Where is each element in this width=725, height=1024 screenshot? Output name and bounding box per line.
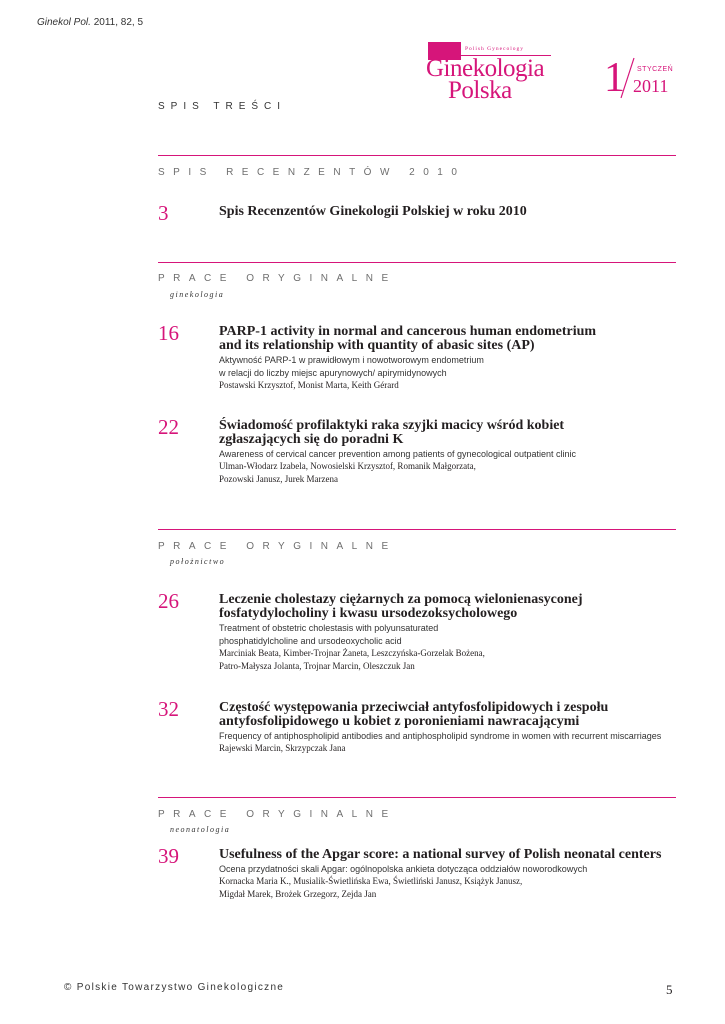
toc-entry-page-26[interactable] [158,589,678,673]
toc-entry-page-16[interactable] [158,321,678,392]
entry-alt-title-line: Frequency of antiphospholipid antibodies and antiphospholipid syndrome in women with recurrent miscarriages [219,731,662,741]
journal-volume-info: 2011, 82, 5 [93,17,144,28]
entry-authors-line: Kornacka Maria K., Musialik-Świetlińska Ewa, Świetliński Janusz, Książyk Janusz, [219,876,523,886]
entry-page-number: 39 [158,844,179,868]
entry-title-line: Leczenie cholestazy ciężarnych za pomocą wielonienasyconej [219,592,583,607]
journal-reference [37,17,143,28]
toc-entry-page-3[interactable] [158,201,678,225]
section-divider [158,155,676,156]
journal-abbrev: Ginekol Pol. [37,17,91,28]
entry-title-line: antyfosfolipidowego u kobiet z poronieniami nawracającymi [219,714,580,729]
entry-authors-line: Pozowski Janusz, Jurek Marzena [219,474,338,484]
section-subheading-neonatology: neonatologia [170,825,231,834]
entry-title-line: and its relationship with quantity of abasic sites (AP) [219,338,535,353]
entry-authors-line: Postawski Krzysztof, Monist Marta, Keith Gérard [219,380,399,390]
entry-alt-title-line: w relacji do liczby miejsc apurynowych/ apirymidynowych [219,368,447,378]
entry-title-line: PARP-1 activity in normal and cancerous human endometrium [219,324,597,339]
entry-alt-title-line: Treatment of obstetric cholestasis with polyunsaturated [219,623,439,633]
toc-entry-page-32[interactable] [158,697,678,755]
entry-page-number: 16 [158,321,179,345]
entry-authors-line: Ulman-Włodarz Izabela, Nowosielski Krzysztof, Romanik Małgorzata, [219,461,476,471]
masthead-title [426,55,545,104]
section-heading-original-papers: PRACE ORYGINALNE [158,809,397,820]
entry-page-number: 22 [158,415,179,439]
entry-title-line: Usefulness of the Apgar score: a national survey of Polish neonatal centers [219,847,662,862]
section-subheading-obstetrics: położnictwo [170,557,226,566]
footer-page-number: 5 [666,982,673,997]
entry-alt-title-line: Ocena przydatności skali Apgar: ogólnopolska ankieta dotycząca oddziałów noworodkowych [219,864,588,874]
section-divider [158,797,676,798]
issue-month: STYCZEŃ [637,66,674,73]
entry-title-line: zgłaszających się do poradni K [219,432,404,447]
entry-alt-title-line: Awareness of cervical cancer prevention among patients of gynecological outpatient clinic [219,449,577,459]
entry-title-line: Świadomość profilaktyki raka szyjki macicy wśród kobiet [219,418,565,433]
footer-copyright: © Polskie Towarzystwo Ginekologiczne [64,982,285,993]
masthead-subtitle: Polish Gynecology [465,46,525,52]
entry-authors-line: Patro-Małysza Jolanta, Trojnar Marcin, Oleszczuk Jan [219,661,415,671]
section-divider [158,529,676,530]
entry-page-number: 26 [158,589,179,613]
section-subheading-gynecology: ginekologia [170,290,225,299]
toc-heading: SPIS TREŚCI [158,101,287,112]
section-heading-reviewers: SPIS RECENZENTÓW 2010 [158,167,466,178]
entry-authors-line: Marciniak Beata, Kimber-Trojnar Żaneta, Leszczyńska-Gorzelak Bożena, [219,648,485,658]
masthead-title-line2: Polska [448,77,512,104]
entry-authors-line: Migdał Marek, Brożek Grzegorz, Zejda Jan [219,889,377,899]
section-divider [158,262,676,263]
section-heading-original-papers: PRACE ORYGINALNE [158,541,397,552]
issue-year: 2011 [633,76,669,96]
entry-alt-title-line: phosphatidylcholine and ursodeoxycholic acid [219,636,402,646]
entry-alt-title-line: Aktywność PARP-1 w prawidłowym i nowotworowym endometrium [219,355,484,365]
toc-entry-page-39[interactable] [158,844,678,901]
entry-title: Spis Recenzentów Ginekologii Polskiej w roku 2010 [219,204,527,219]
toc-entry-page-22[interactable] [158,415,678,486]
entry-title-line: Częstość występowania przeciwciał antyfosfolipidowych i zespołu [219,700,609,715]
entry-page-number: 32 [158,697,179,721]
entry-authors-line: Rajewski Marcin, Skrzypczak Jana [219,743,346,753]
issue-number: 1 [604,55,625,101]
masthead-title-line1: Ginekologia [426,55,545,82]
section-heading-original-papers: PRACE ORYGINALNE [158,273,397,284]
entry-title-line: fosfatydylocholiny i kwasu ursodezoksycholowego [219,606,518,621]
entry-page-number: 3 [158,201,169,225]
